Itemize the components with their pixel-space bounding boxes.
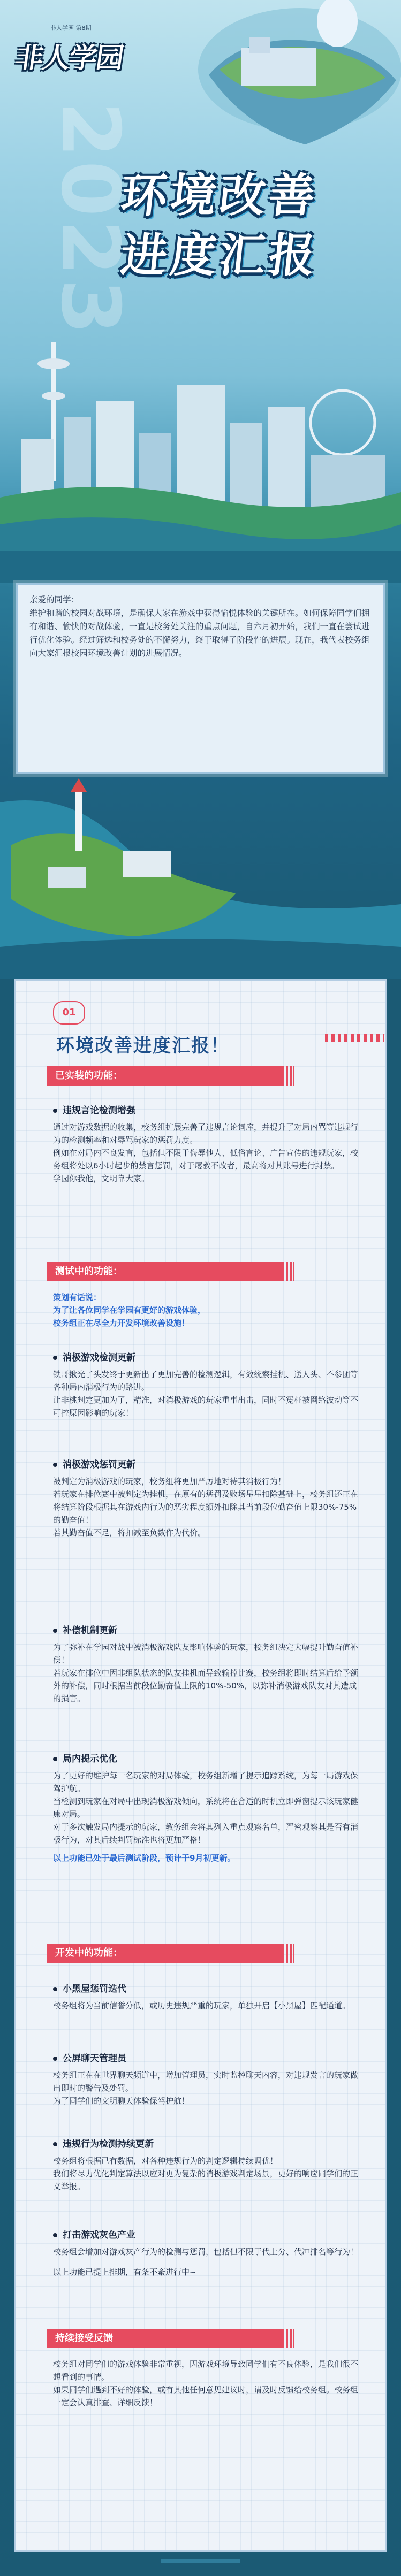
floating-island-illustration [161, 0, 401, 166]
item-body: 校务组将根据已有数据，对各种违规行为的判定逻辑持续调优！ 我们将尽力优化判定算法以应对更为复杂的消极游戏判定场景，更好的响应同学们的正义举报。 [53, 2156, 359, 2191]
page-title [86, 166, 353, 286]
city-skyline-illustration [0, 321, 401, 583]
bullet-icon [53, 1629, 57, 1633]
item-title: 违规言论检测增强 [53, 1103, 135, 1116]
logo-subtitle: 非人学园 第8期 [50, 25, 92, 32]
bullet-icon [53, 1463, 57, 1467]
section-header-implemented: 已实装的功能： [47, 1066, 282, 1086]
item-title: 补偿机制更新 [53, 1623, 117, 1636]
item-body: 铁哥揪光了头发终于更新出了更加完善的检测逻辑，有效统察挂机、送人头、不参团等各种局内消极行为的路进。 让非桃判定更加为了，精准，对消极游戏的玩家重事出击，同时不冤枉被网络波动等不可控原因影响的玩家！ [53, 1370, 359, 1418]
letter-paragraph: 维护和谐的校园对战环境，是确保大家在游戏中获得愉悦体验的关键所在。如何保障同学们拥有和谐、愉快的对战体验，一直是校务处关注的重点问题，自六月初开始，我们一直在尝试进行优化体验。经过筛选和校务处的不懈努力，终于取得了阶段性的进展。现在，我代表校务组向大家汇报校园环境改善计划的进展情况。 [29, 608, 370, 658]
bullet-icon [53, 2233, 57, 2237]
item-title: 消极游戏惩罚更新 [53, 1457, 135, 1470]
letter-greeting: 亲爱的同学： [29, 595, 80, 605]
item-title: 打击游戏灰色产业 [53, 2227, 135, 2241]
section-header-feedback: 持续接受反馈 [47, 2329, 282, 2348]
item-title: 消极游戏检测更新 [53, 1350, 135, 1363]
item-title: 小黑屋惩罚迭代 [53, 1981, 126, 1994]
decorative-dots [325, 1034, 384, 1042]
island-illustration [0, 770, 401, 979]
title-line-2: 进度汇报 [118, 229, 321, 282]
year-watermark: 2023 [43, 102, 137, 338]
report-title: 环境改善进度汇报！ [56, 1035, 230, 1057]
feedback-body: 校务组对同学们的游戏体验非常重视，因游戏环境导致同学们有不良体验，是我们很不想看到的事情。 如果同学们遇到不好的体验，或有其他任何意见建议时，请及时反馈给校务组。校务组一定会认真排查、详细反馈！ [53, 2359, 359, 2407]
item-title: 局内提示优化 [53, 1751, 117, 1764]
bullet-icon [53, 1356, 57, 1360]
item-title: 违规行为检测持续更新 [53, 2136, 154, 2150]
bullet-icon [53, 2057, 57, 2061]
item-body: 校务组正在在世界聊天频道中，增加管理员，实时监控聊天内容，对违规发言的玩家做出即时的警告及处罚。 为了同学们的文明聊天体验保驾护航！ [53, 2070, 359, 2106]
item-title: 公屏聊天管理员 [53, 2051, 126, 2064]
item-body: 被判定为消极游戏的玩家，校务组将更加严厉地对待其消极行为！ 若玩家在排位赛中被判定为挂机，在原有的惩罚及败场星星扣除基础上，校务组还正在将结算阶段根据其在游戏内行为的恶劣程度额外扣除其当前段位勤奋值上限30%-75%的勤奋值！ 若其勤奋值不足，将扣减至负数作为代价。 [53, 1477, 359, 1538]
item-body: 为了更好的维护每一名玩家的对局体验，校务组新增了提示追踪系统，为每一局游戏保驾护航。 当检测到玩家在对局中出现消极游戏倾向，系统将在合适的时机立即弹窗提示该玩家健康对局。 对于多次触发局内提示的玩家，教务组会将其列入重点观察名单，严密观察其是否有消极行为，对其后续判罚标准也将更加严格！ 以上功能已处于最后测试阶段，预计于9月初更新。 [53, 1769, 364, 1864]
letter-text [29, 593, 372, 660]
closing-note: 以上功能已提上排期，有条不紊进行中~ [53, 2267, 196, 2277]
item-body: 校务组会增加对游戏灰产行为的检测与惩罚，包括但不限于代上分、代冲排名等行为！ 以上功能已提上排期，有条不紊进行中~ [53, 2245, 364, 2279]
game-logo [12, 12, 140, 74]
bullet-icon [53, 1757, 57, 1761]
intro-letter [16, 583, 385, 774]
bullet-icon [53, 1987, 57, 1991]
item-body: 为了弥补在学园对战中被消极游戏队友影响体验的玩家，校务组决定大幅提升勤奋值补偿！ 若玩家在排位中因非组队状态的队友挂机而导致输掉比赛，校务组将即时结算后给予额外的补偿，同时根据当前段位勤奋值上限的10%-50%，以弥补消极游戏队友对其造成的损害。 [53, 1642, 359, 1703]
section-number-badge: 01 [53, 1001, 85, 1025]
bullet-icon [53, 2142, 57, 2146]
section-header-developing: 开发中的功能： [47, 1944, 282, 1963]
item-body: 校务组将为当前信誉分低，或历史违规严重的玩家，单独开启【小黑屋】匹配通道。 [53, 2001, 351, 2011]
footer-decoration [0, 2552, 401, 2576]
hero-banner [0, 0, 401, 583]
section-header-testing: 测试中的功能： [47, 1262, 282, 1281]
title-line-1: 环境改善 [118, 169, 321, 223]
progress-report-card [14, 979, 387, 2552]
designer-note: 策划有话说： 为了让各位同学在学园有更好的游戏体验， 校务组正在尽全力开发环境改善设施！ [53, 1293, 206, 1328]
bullet-icon [53, 1109, 57, 1113]
release-note: 以上功能已处于最后测试阶段，预计于9月初更新。 [53, 1853, 236, 1863]
item-body: 通过对游戏数据的收集，校务组扩展完善了违规言论词库，并提升了对局内骂等违规行为的检测频率和对辱骂玩家的惩罚力度。 例如在对局内不良发言，包括但不限于侮辱他人、低俗言论、广告宣传的违规玩家，校务组将处以6小时起步的禁言惩罚，对于屡教不改者，最高将对其账号进行封禁。 学园你我他，文明靠大家。 [53, 1122, 359, 1183]
logo-text: 非人学园 [13, 42, 125, 74]
